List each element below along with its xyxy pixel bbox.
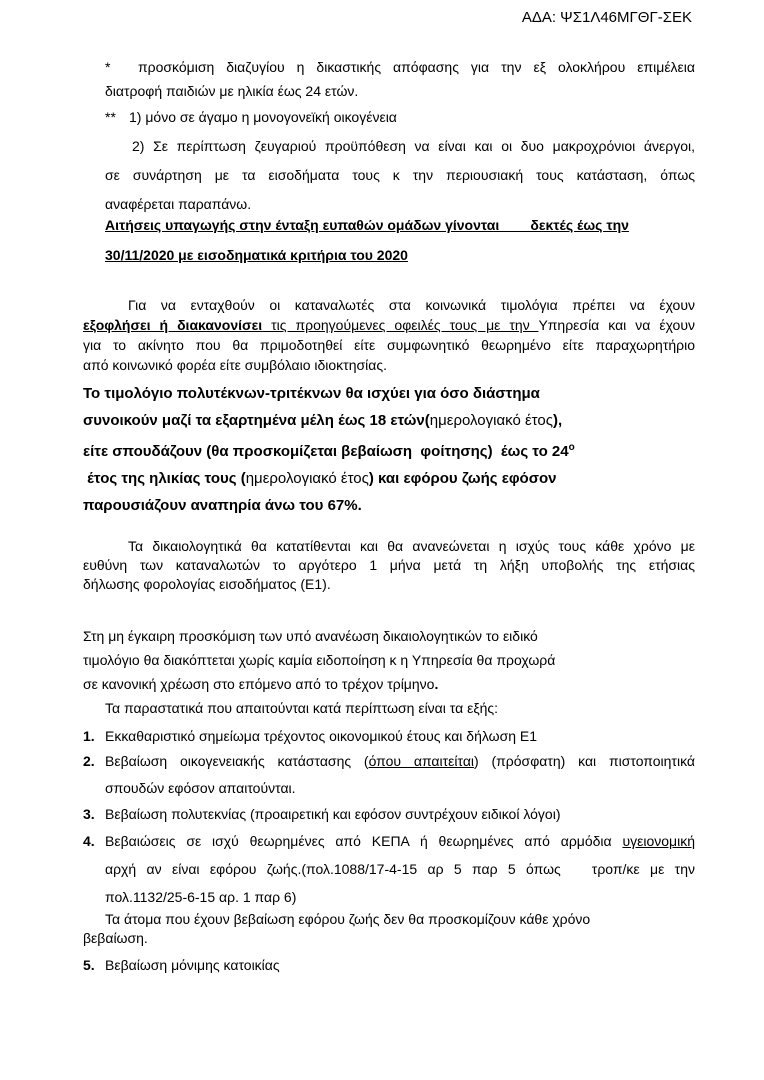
intro-rest: Υπηρεσία και να έχουν (538, 317, 695, 333)
footnote-line: προσκόμιση διαζυγίου η δικαστικής απόφασης για την εξ ολοκλήρου επιμέλεια (138, 59, 695, 75)
multichild-line: είτε σπουδάζουν (θα προσκομίζεται βεβαίωση φοίτησης) έως το $24^o$ (83, 442, 575, 460)
multichild-line: συνοικούν μαζί τα εξαρτημένα μέλη έως 18 ετών(ημερολογιακό έτος), (83, 412, 563, 429)
footnote-marker: ** (105, 109, 116, 125)
deadline-line: Αιτήσεις υπαγωγής στην ένταξη ευπαθών ομάδων γίνονται δεκτές έως την (105, 217, 629, 233)
ada-code: ΑΔΑ: ΨΣ1Λ46ΜΓΘΓ-ΣΕΚ (521, 9, 692, 26)
multichild-line: έτος της ηλικίας τους (ημερολογιακό έτος) και εφόρου ζωής εφόσον (83, 470, 557, 487)
renewal-paragraph (83, 537, 695, 594)
multichild-line: Το τιμολόγιο πολυτέκνων-τριτέκνων θα ισχύει για όσο διάστημα (83, 385, 540, 402)
document-page: ΑΔΑ: ΨΣ1Λ46ΜΓΘΓ-ΣΕΚ * προσκόμιση διαζυγίου η δικαστικής απόφασης για την εξ ολοκλήρου επιμέλεια διατροφή παιδιών με ηλικία έως 24 ετών. ** 1) μόνο σε άγαμο η μονογονεϊκή οικογένεια 2) Σε περίπτωση ζευγαριού προϋπόθεση να είναι και οι δυο μακροχρόνιοι άνεργοι, σε συνάρτηση με τα εισοδήματα τους κ την περιουσιακή τους κατάσταση, όπως αναφέρεται παραπάνω. Αιτήσεις υπαγωγής στην ένταξη ευπαθών ομάδων γίνονται δεκτές έως την 30/11/2020 με εισοδηματικά κριτήρια του 2020 Για να ενταχθούν οι καταναλωτές στα κοινωνικά τιμολόγια πρέπει να έχουν εξοφλήσει ή διακανονίσει τις προηγούμενες οφειλές τους με την Υπηρεσία και να έχουν για το ακίνητο που θα πριμοδοτηθεί είτε συμφωνητικό θεωρημένο είτε παραχωρητήριο από κοινωνικό φορέα είτε συμβόλαιο ιδιοκτησίας. Το τιμολόγιο πολυτέκνων-τριτέκνων θα ισχύει για όσο διάστημα συνοικούν μαζί τα εξαρτημένα μέλη έως 18 ετών(ημερολογιακό έτος), είτε σπουδάζουν (θα προσκομίζεται βεβαίωση φοίτησης) έως το $24^o$ έτος της ηλικίας τους (ημερολογιακό έτος) και εφόρου ζωής εφόσον παρουσιάζουν αναπηρία άνω του 67%. Τα δικαιολογητικά θα κατατίθενται και θα ανανεώνεται η ισχύς τους κάθε χρόνο με ευθύνη των καταναλωτών το αργότερο 1 μήνα μετά τη λήξη υποβολής της ετήσιας δήλωσης φορολογίας εισοδήματος (Ε1). Στη μη έγκαιρη προσκόμιση των υπό ανανέωση δικαιολογητικών το ειδικό τιμολόγιο θα διακόπτεται χωρίς καμία ειδοποίηση κ η Υπηρεσία θα προχωρά σε κανονική χρέωση στο επόμενο από το τρέχον τρίμηνο. Τα παραστατικά που απαιτούνται κατά περίπτωση είναι τα εξής: 1. Εκκαθαριστικό σημείωμα τρέχοντος οικονομικού έτους και δήλωση Ε1 2. Βεβαίωση οικογενειακής κατάστασης (όπου απαιτείται) (πρόσφατη) και πιστοποιητικά σπουδών εφόσον απαιτούνται. 3. Βεβαίωση πολυτεκνίας (προαιρετική και εφόσον συντρέχουν ειδικοί λόγοι) 4. Βεβαιώσεις σε ισχύ θεωρημένες από ΚΕΠΑ ή θεωρημένες από αρμόδια υγειονομική αρχή αν είναι εφόρου ζωής.(πολ.1088/17-4-15 αρ 5 παρ 5 όπως τροπ/κε με την πολ.1132/25-6-15 αρ. 1 παρ 6) Τα άτομα που έχουν βεβαίωση εφόρου ζωής δεν θα προσκομίζουν κάθε χρόνο βεβαίωση. 5. Βεβαίωση μόνιμης κατοικίας (83, 9, 696, 973)
footnote-line: 2) Σε περίπτωση ζευγαριού προϋπόθεση να είναι και οι δυο μακροχρόνιοι άνεργοι, (132, 138, 695, 154)
deadline-notice (105, 210, 695, 270)
intro-line: Για να ενταχθούν οι καταναλωτές στα κοινωνικά τιμολόγια πρέπει να έχουν (128, 297, 695, 313)
footnote-double-star (105, 105, 695, 216)
late-line: Στη μη έγκαιρη προσκόμιση των υπό ανανέωση δικαιολογητικών το ειδικό (83, 628, 538, 644)
footnote-line: αναφέρεται παραπάνω. (105, 196, 252, 212)
late-line: Τα παραστατικά που απαιτούνται κατά περίπτωση είναι τα εξής: (105, 700, 499, 716)
footnote-line: 1) μόνο σε άγαμο η μονογονεϊκή οικογένεια (129, 109, 397, 125)
intro-paragraph (83, 295, 695, 375)
renewal-line: Τα δικαιολογητικά θα κατατίθενται και θα ανανεώνεται η ισχύς τους κάθε χρόνο με (128, 538, 695, 554)
lifelong-note: Τα άτομα που έχουν βεβαίωση εφόρου ζωής δεν θα προσκομίζουν κάθε χρόνο βεβαίωση. (83, 911, 591, 946)
intro-line: για το ακίνητο που θα πριμοδοτηθεί είτε συμφωνητικό θεωρημένο είτε παραχωρητήριο (83, 337, 695, 353)
footnote-star (105, 55, 695, 103)
intro-bold-phrase: εξοφλήσει ή διακανονίσει (83, 317, 263, 333)
multichild-line: παρουσιάζουν αναπηρία άνω του 67%. (83, 497, 362, 514)
list-item: 4. Βεβαιώσεις σε ισχύ θεωρημένες από ΚΕΠΑ ή θεωρημένες από αρμόδια υγειονομική αρχή αν είναι εφόρου ζωής.(πολ.1088/17-4-15 αρ 5 παρ 5 όπως τροπ/κε με την πολ.1132/25-6-15 αρ. 1 παρ 6) (83, 833, 695, 905)
intro-line (83, 315, 695, 335)
footnote-line: σε συνάρτηση με τα εισοδήματα τους κ την περιουσιακή τους κατάσταση, όπως (105, 167, 695, 183)
renewal-line: δήλωσης φορολογίας εισοδήματος (Ε1). (83, 576, 331, 592)
intro-line: από κοινωνικό φορέα είτε συμβόλαιο ιδιοκτησίας. (83, 357, 387, 373)
footnote-line: διατροφή παιδιών με ηλικία έως 24 ετών. (105, 83, 359, 99)
renewal-line: ευθύνη των καταναλωτών το αργότερο 1 μήνα μετά τη λήξη υποβολής της ετήσιας (83, 557, 695, 573)
late-paragraph (83, 624, 695, 720)
intro-underlined-phrase: τις προηγούμενες οφειλές τους με την (262, 317, 539, 333)
footnote-marker: * (105, 59, 111, 75)
list-item: 2. Βεβαίωση οικογενειακής κατάστασης (όπου απαιτείται) (πρόσφατη) και πιστοποιητικά σπουδών εφόσον απαιτούνται. (83, 753, 696, 796)
multichild-paragraph (83, 381, 643, 519)
late-line: σε κανονική χρέωση στο επόμενο από το τρέχον τρίμηνο. (83, 676, 439, 692)
late-line: τιμολόγιο θα διακόπτεται χωρίς καμία ειδοποίηση κ η Υπηρεσία θα προχωρά (83, 652, 556, 668)
deadline-line: 30/11/2020 με εισοδηματικά κριτήρια του 2020 (105, 247, 408, 263)
